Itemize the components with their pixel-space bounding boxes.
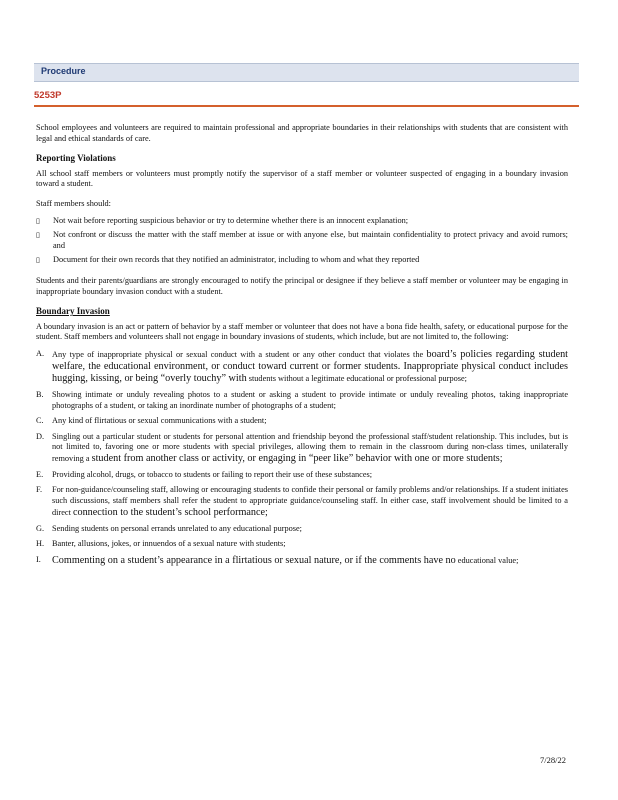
- intro-paragraph: School employees and volunteers are required to maintain professional and appropriate boundaries in their relationships with students that are consistent with legal and ethical standards of care.: [36, 123, 568, 143]
- box-bullet-icon: ▯: [36, 256, 40, 265]
- box-bullet-icon: ▯: [36, 231, 40, 240]
- boundary-intro: A boundary invasion is an act or pattern of behavior by a staff member or volunteer that does not have a bona fide health, safety, or educational purpose for the student. Staff members and volunteers shall not engage in boundary invasions of students, which include, but are not limited to, the following:: [36, 321, 568, 342]
- revision-date: 7/28/22: [540, 755, 566, 765]
- reporting-paragraph: All school staff members or volunteers must promptly notify the supervisor of a staff member or volunteer suspected of engaging in a boundary invasion toward a student.: [36, 168, 568, 189]
- list-item: E. Providing alcohol, drugs, or tobacco to students or failing to report their use of these substances;: [36, 469, 373, 479]
- list-item: H. Banter, allusions, jokes, or innuendos of a sexual nature with students;: [36, 539, 286, 549]
- boundary-item-list: [36, 349, 568, 567]
- procedure-header-bar: [34, 63, 579, 82]
- list-item: F. For non-guidance/counseling staff, allowing or encouraging students to confide their personal or family problems and/or relationships. If a student initiates such discussions, staff members shall refer the student to appropriate guidance/counseling staff. In either case, staff involvement should be limited to a direct connection to the student’s school performance;: [36, 485, 568, 518]
- list-item: I. Commenting on a student’s appearance in a flirtatious or sexual nature, or if the comments have no educational value;: [36, 554, 519, 566]
- procedure-title: Procedure: [41, 66, 86, 76]
- header-divider: [34, 105, 579, 107]
- list-item: A. Any type of inappropriate physical or sexual conduct with a student or any other conduct that violates the board’s policies regarding student welfare, the educational environment, or conduct toward current or former students. Inappropriate physical conduct includes hugging, kissing, or being “overly touchy” with students without a legitimate educational or professional purpose;: [36, 348, 569, 384]
- reporting-heading: Reporting Violations: [36, 153, 116, 164]
- list-item: G. Sending students on personal errands unrelated to any educational purpose;: [36, 523, 302, 533]
- list-item: C. Any kind of flirtatious or sexual communications with a student;: [36, 416, 267, 426]
- list-item: ▯ Not confront or discuss the matter with the staff member at issue or with anyone else, but maintain confidentiality to protect privacy and avoid rumors; and: [36, 230, 568, 250]
- box-bullet-icon: ▯: [36, 216, 40, 225]
- boundary-heading: Boundary Invasion: [36, 306, 110, 317]
- list-item: B. Showing intimate or unduly revealing photos to a student or asking a student to provide intimate or unduly revealing photos, taking inappropriate photographs of a student, or taking an inordinate number of photographs of a student;: [36, 389, 568, 410]
- procedure-code: 5253P: [34, 90, 62, 101]
- list-item: ▯ Document for their own records that they notified an administrator, including to whom and what they reported: [36, 255, 420, 265]
- staff-should-label: Staff members should:: [36, 198, 111, 208]
- list-item: D. Singling out a particular student or students for personal attention and friendship beyond the professional staff/student relationship. This includes, but is not limited to, favoring one or more students with special privileges, allowing them to remain in the classroom during non-class times, unilaterally removing a student from another class or activity, or engaging in “peer like” behavior with one or more students;: [36, 431, 568, 464]
- document-body: [36, 123, 568, 572]
- students-paragraph: Students and their parents/guardians are strongly encouraged to notify the principal or designee if they believe a staff member or volunteer may be engaging in inappropriate boundary invasion conduct with a student.: [36, 275, 568, 296]
- reporting-bullet-list: [36, 216, 568, 266]
- list-item: ▯ Not wait before reporting suspicious behavior or try to determine whether there is an innocent explanation;: [36, 215, 409, 225]
